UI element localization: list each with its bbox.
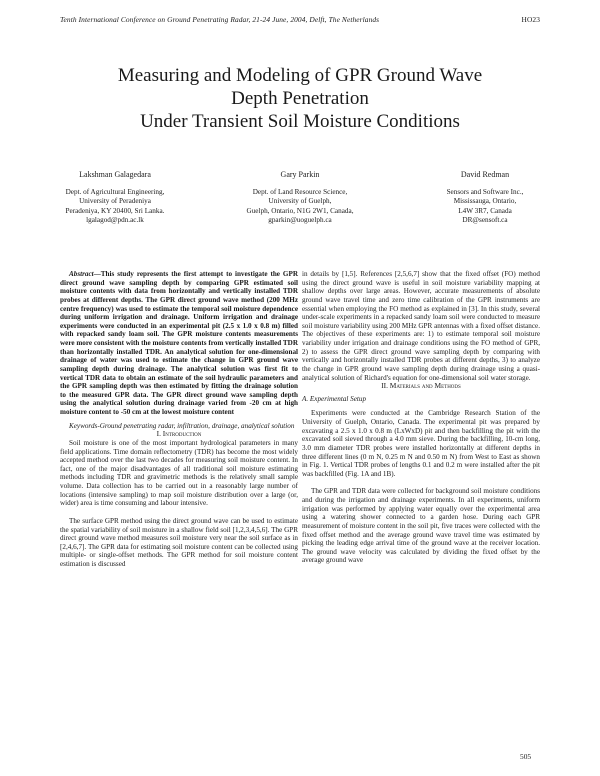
section-heading-methods: II. Materials and Methods bbox=[381, 381, 461, 391]
intro-paragraph-2: The surface GPR method using the direct ground wave can be used to estimate the spatial variability of soil moisture in a shallow field soil [1,2,3,4,5,6]. The GPR direct ground wave method measures soil moisture very near the soil surface as in [2,4,6,7]. The GPR data for estimating soil moisture content can be collected using multiple- or single-offset methods. The GPR method for soil moisture content estimation is discussed bbox=[60, 516, 298, 568]
right-column bbox=[302, 270, 540, 565]
author-email: lgalagod@pdn.ac.lk bbox=[86, 215, 144, 224]
subsection-heading-setup: A. Experimental Setup bbox=[302, 394, 367, 403]
keywords-label: Keywords bbox=[69, 421, 98, 430]
author-address: Peradeniya, KY 20400, Sri Lanka. bbox=[65, 206, 165, 215]
author-affiliation: University of Guelph, bbox=[268, 197, 332, 206]
author-3 bbox=[410, 170, 560, 225]
author-address: L4W 3R7, Canada bbox=[458, 206, 512, 215]
author-name: Lakshman Galagedara bbox=[79, 170, 151, 179]
abstract-label: Abstract bbox=[69, 270, 94, 278]
title-line-1: Measuring and Modeling of GPR Ground Wave bbox=[117, 65, 483, 86]
author-1 bbox=[40, 170, 190, 225]
author-block bbox=[40, 170, 560, 225]
author-affiliation: University of Peradeniya bbox=[79, 197, 151, 206]
author-email: gparkin@uoguelph.ca bbox=[268, 215, 332, 224]
conference-header bbox=[60, 15, 540, 24]
title-line-2: Depth Penetration bbox=[231, 88, 369, 109]
abstract-text: —This study represents the first attempt to investigate the GPR direct ground wave sampling depth by comparing GPR estimated soil moisture contents with data from horizontally and vertically installed TDR probes at different depths. The GPR direct ground wave method (200 MHz centre frequency) was used to estimate the temporal soil moisture dependence during uniform irrigation and drainage. Uniform irrigation and drainage experiments were conducted in an experimental pit (2.5 x 1.0 x 0.8 m) filled with repacked sandy loam soil. The GPR moisture contents measurements were more consistent with the moisture contents from vertically installed TDR than horizontally installed TDR. An analytical solution for one-dimensional drainage of water was used to estimate the change in GPR ground wave sampling depth during drainage. The analytical solution was first fit to vertical TDR data to obtain an estimate of the soil hydraulic parameters and the GPR sampling depth was then estimated by fitting the drainage solution to the measured GPR data. The GPR direct ground wave sampling depth using the analytical solution during drainage varied from -20 cm at high moisture content to -50 cm at the lowest moisture content bbox=[60, 270, 298, 416]
intro-paragraph-continued: in details by [1,5]. References [2,5,6,7] show that the fixed offset (FO) method using the direct ground wave is useful in soil moisture variability mapping at shallow depths over large areas. However, accurate measurements of absolute ground wave travel time and zero time calibration of the GPR instruments are essential when employing the FO method as explained in [3]. In this study, several under-scale experiments in a repacked sandy loam soil were conducted to measure soil moisture variability using 200 MHz GPR antennas with a fixed offset distance. The objectives of these experiments are: 1) to estimate temporal soil moisture variability under irrigation and drainage conditions using the FO method of GPR, 2) to assess the GPR direct ground wave sampling depth by comparing with vertically and horizontally installed TDR probes at different depths, 3) to analyze the change in GPR ground wave sampling depth during drainage using a quasi-analytical solution of Richard's equation for one-dimensional soil water storage. bbox=[302, 270, 540, 382]
paper-title bbox=[40, 64, 560, 133]
author-address: Guelph, Ontario, N1G 2W1, Canada, bbox=[246, 206, 354, 215]
title-line-3: Under Transient Soil Moisture Conditions bbox=[140, 111, 460, 132]
intro-paragraph-1: Soil moisture is one of the most important hydrological parameters in many field applications. Time domain reflectometry (TDR) has become the most widely accepted method over the last two decades for measuring soil moisture content. In fact, one of the major disadvantages of all traditional soil moisture estimating methods including TDR and gravimetric methods is the relatively small sample volume. Data collection has to be carried out in a reasonably large number of locations (intensive sampling) to map soil moisture distribution over a large (or, wider) area is time consuming and labour intensive. bbox=[60, 438, 298, 508]
author-affiliation: Dept. of Agricultural Engineering, bbox=[65, 188, 165, 197]
author-name: Gary Parkin bbox=[280, 170, 320, 179]
author-name: David Redman bbox=[460, 170, 510, 179]
paper-code: HO23 bbox=[521, 15, 540, 24]
author-affiliation: Dept. of Land Resource Science, bbox=[252, 188, 348, 197]
author-affiliation: Sensors and Software Inc., bbox=[446, 188, 524, 197]
section-heading-introduction: I. Introduction bbox=[156, 429, 202, 439]
author-email: DR@sensoft.ca bbox=[462, 215, 508, 224]
conference-name: Tenth International Conference on Ground Penetrating Radar, 21-24 June, 2004, Delft, The Netherlands bbox=[60, 15, 380, 24]
left-column bbox=[60, 270, 298, 569]
author-affiliation: Mississauga, Ontario, bbox=[453, 197, 517, 206]
author-2 bbox=[225, 170, 375, 225]
methods-paragraph-1: Experiments were conducted at the Cambridge Research Station of the University of Guelph, Ontario, Canada. The experimental pit was prepared by excavating a 2.5 x 1.0 x 0.8 m (LxWxD) pit and then backfilling the pit with the excavated soil sieved through a 4.0 mm sieve. During the backfilling, 10-cm long, 3.0 mm diameter TDR probes were installed horizontally at different depths in three different lines (0 m N, 0.25 m N and 0.50 m N) from West to East as shown in Fig. 1. Vertical TDR probes of lengths 0.1 and 0.2 m were installed after the pit was backfilled (Fig. 1A and 1B). bbox=[302, 409, 540, 478]
methods-paragraph-2: The GPR and TDR data were collected for background soil moisture conditions and during the irrigation and drainage experiments. In all experiments, uniform irrigation was performed by applying water equally over the experimental area using a watering shower connected to a garden hose. During each GPR measurement of moisture content in the soil pit, five traces were collected with the fixed offset method and the average ground wave travel time was estimated by picking the leading edge arrival time of the ground wave at the receiver location. The ground wave velocity was calculated by dividing the fixed offset by the average ground wave bbox=[302, 487, 540, 565]
abstract bbox=[60, 270, 298, 417]
page-number: 505 bbox=[520, 752, 532, 761]
keywords-text: -Ground penetrating radar, infiltration, drainage, analytical solution bbox=[97, 421, 295, 430]
